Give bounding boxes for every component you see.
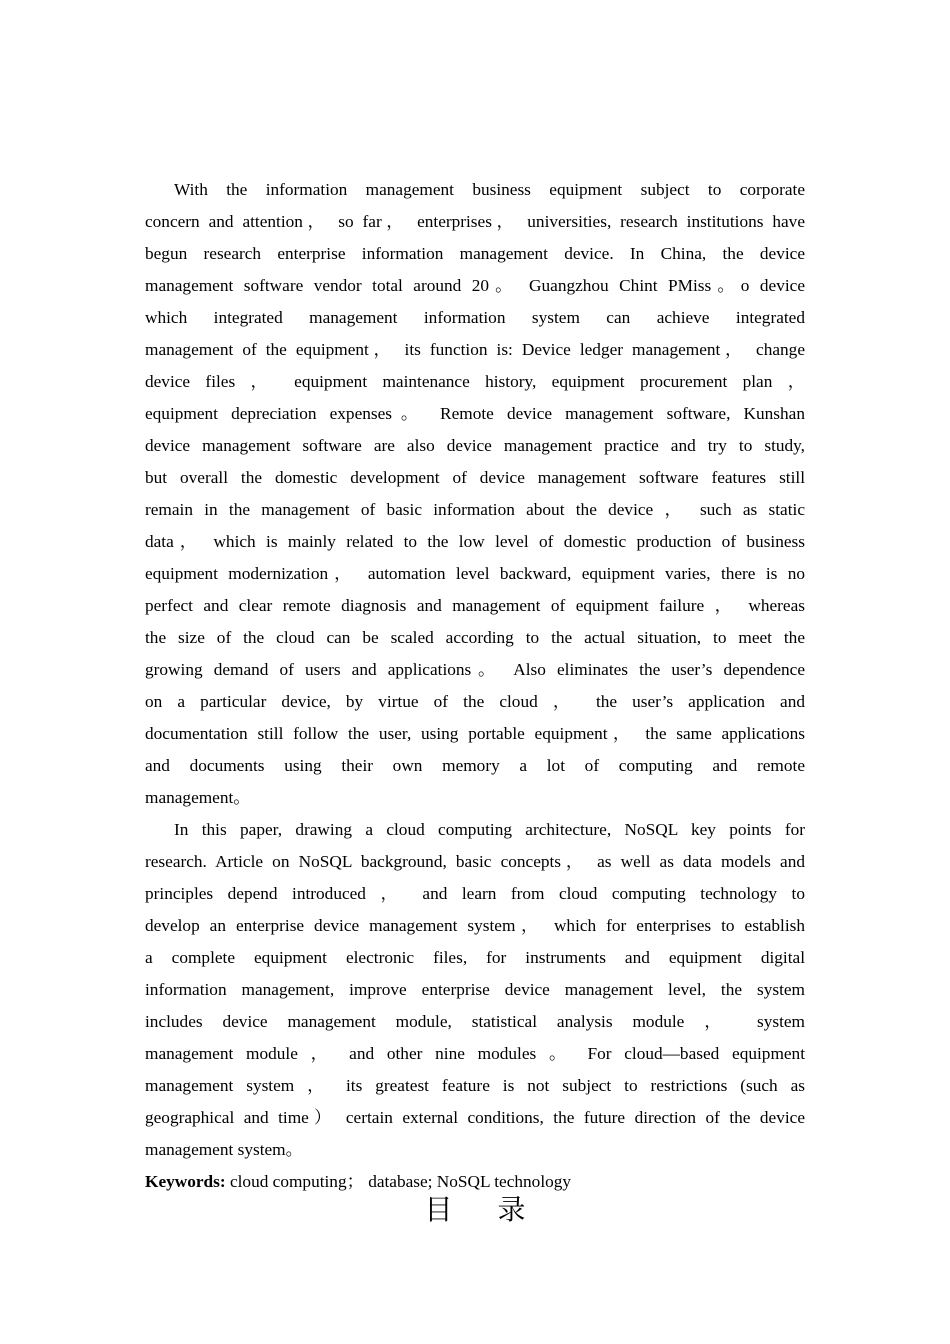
text-line: principles depend introduced ， and learn from cloud computing technology to	[145, 884, 805, 903]
text-line: management of the equipment， its function is: Device ledger management， change	[145, 340, 805, 359]
text-line: on a particular device, by virtue of the cloud ， the user’s application and	[145, 692, 805, 711]
text-line: the size of the cloud can be scaled according to the actual situation, to meet the	[145, 628, 805, 647]
toc-heading-char: 目	[424, 1193, 453, 1226]
text-line: includes device management module, statistical analysis module ， system	[145, 1012, 805, 1031]
text-line: which integrated management information system can achieve integrated	[145, 308, 805, 327]
text-line: management。	[145, 788, 251, 807]
text-line: equipment modernization， automation level backward, equipment varies, there is no	[145, 564, 805, 583]
text-line: but overall the domestic development of device management software features still	[145, 468, 805, 487]
text-line: a complete equipment electronic files, for instruments and equipment digital	[145, 948, 805, 967]
text-line: begun research enterprise information management device. In China, the device	[145, 244, 805, 263]
abstract-paragraph-1	[145, 174, 805, 814]
text-line: device files ， equipment maintenance history, equipment procurement plan ，	[145, 372, 805, 391]
text-line: data， which is mainly related to the low level of domestic production of business	[145, 532, 805, 551]
text-line: perfect and clear remote diagnosis and management of equipment failure ， whereas	[145, 596, 805, 615]
text-line: management module ， and other nine modules 。 For cloud—based equipment	[145, 1044, 805, 1063]
text-line: management system ， its greatest feature is not subject to restrictions (such as	[145, 1076, 805, 1095]
text-line: With the information management business equipment subject to corporate	[174, 180, 805, 199]
text-line: documentation still follow the user, using portable equipment， the same applications	[145, 724, 805, 743]
abstract-paragraph-2	[145, 814, 805, 1166]
abstract-body	[145, 174, 805, 1198]
text-line: growing demand of users and applications。 Also eliminates the user’s dependence	[145, 660, 805, 679]
text-line: develop an enterprise device management system， which for enterprises to establish	[145, 916, 805, 935]
toc-heading-char: 录	[497, 1193, 526, 1226]
text-line: geographical and time） certain external conditions, the future direction of the device	[145, 1108, 805, 1127]
text-line: and documents using their own memory a lot of computing and remote	[145, 756, 805, 775]
keywords-label: Keywords:	[145, 1172, 226, 1191]
text-line: equipment depreciation expenses。 Remote device management software, Kunshan	[145, 404, 805, 423]
text-line: management software vendor total around 20。 Guangzhou Chint PMiss。o device	[145, 276, 805, 295]
keywords-value: cloud computing； database; NoSQL technology	[225, 1172, 572, 1191]
text-line: device management software are also device management practice and try to study,	[145, 436, 805, 455]
text-line: concern and attention， so far， enterprises， universities, research institutions have	[145, 212, 805, 231]
text-line: In this paper, drawing a cloud computing architecture, NoSQL key points for	[174, 820, 805, 839]
text-line: management system。	[145, 1140, 303, 1159]
text-line: research. Article on NoSQL background, basic concepts， as well as data models and	[145, 852, 805, 871]
text-line: information management, improve enterprise device management level, the system	[145, 980, 805, 999]
text-line: remain in the management of basic information about the device ， such as static	[145, 500, 805, 519]
table-of-contents-heading	[0, 1192, 950, 1228]
